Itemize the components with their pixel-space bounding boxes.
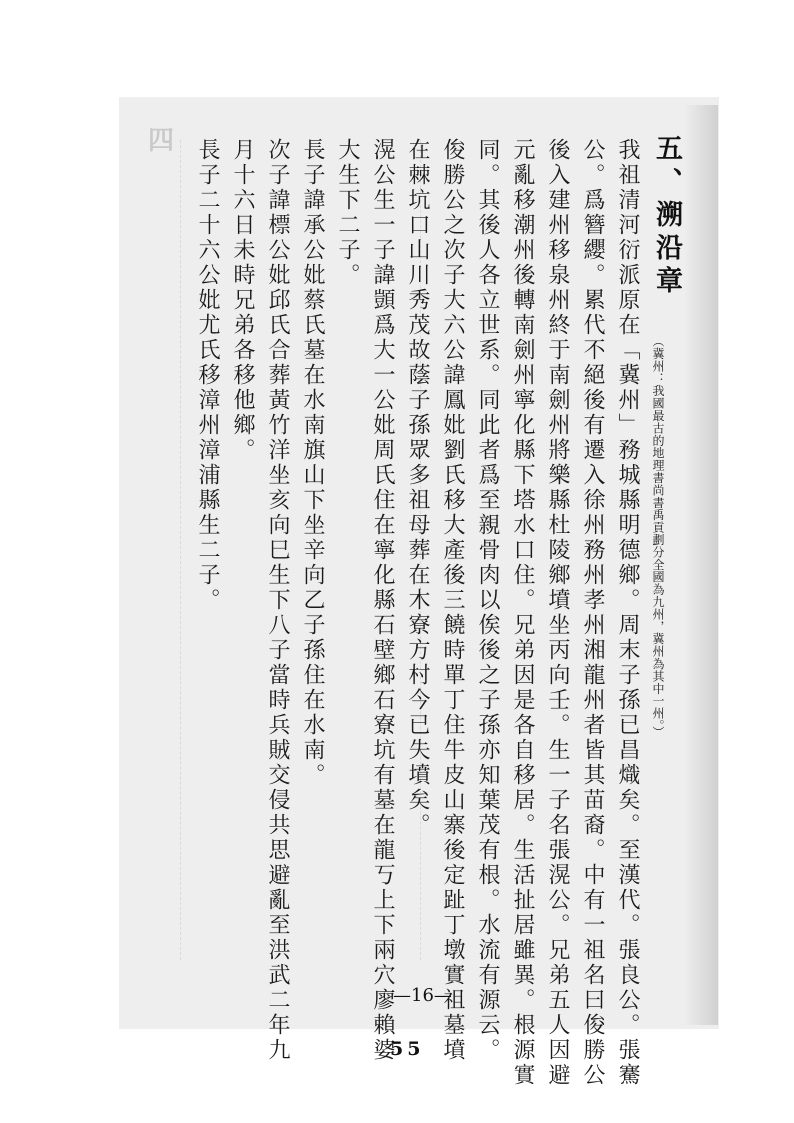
text-column-3: 後入建州移泉州終于南劍州將樂縣杜陵鄉墳坐丙向壬。生一子名張滉公。兄弟五人因避 (545, 138, 570, 1088)
text-column-5: 同。其後人各立世系。同此者爲至親骨肉以俟後之子孫亦知葉茂有根。水流有源云。 (475, 138, 500, 1063)
bleed-through-mark: 四 (148, 126, 175, 156)
scan-page-number: 55 (390, 1038, 425, 1060)
text-column-11: 次子諱標公妣邱氏合葬黃竹洋坐亥向巳生下八子當時兵賊交侵共思避亂至洪武二年九 (265, 138, 290, 1063)
text-column-6: 俊勝公之次子大六公諱鳳妣劉氏移大產後三饒時單丁住牛皮山寨後定趾丁墩實祖墓墳 (440, 138, 465, 1063)
text-column-1: 我祖清河衍派原在「冀州」務城縣明德鄉。周末子孫已昌熾矣。至漢代。張良公。張騫 (615, 138, 640, 1088)
chapter-title: 五、溯沿章 (651, 134, 682, 299)
scan-shadow-edge (684, 105, 718, 1025)
text-column-10: 長子諱承公妣蔡氏墓在水南旗山下坐辛向乙子孫住在水南。 (300, 138, 325, 788)
text-column-2: 公。爲簪纓。累代不絕後有遷入徐州務州孝州湘龍州者皆其苗裔。中有一祖名曰俊勝公 (580, 138, 605, 1088)
text-column-4: 元亂移潮州後轉南劍州寧化縣下塔水口住。兄弟因是各自移居。生活扯居雖異。根源實 (510, 138, 535, 1088)
chapter-note: （冀州：我國最古的地理書尚書禹貢劃分全國為九州，冀州為其中一州。） (651, 335, 665, 739)
text-column-13: 長子二十六公妣尤氏移漳州漳浦縣生二子。 (195, 138, 220, 613)
text-column-8: 滉公生一子諱顗爲大一公妣周氏住在寧化縣石壁鄉石寮坑有墓在龍丂上下兩穴廖賴婆 (370, 138, 395, 1063)
text-column-7: 在棘坑口山川秀茂故蔭子孫眾多祖母葬在木寮方村今已失墳矣。 (405, 138, 430, 838)
text-column-9: 大生下二子。 (335, 138, 360, 288)
text-column-12: 月十六日未時兄弟各移他鄉。 (230, 138, 255, 463)
book-page-number: —16— (393, 985, 452, 1006)
